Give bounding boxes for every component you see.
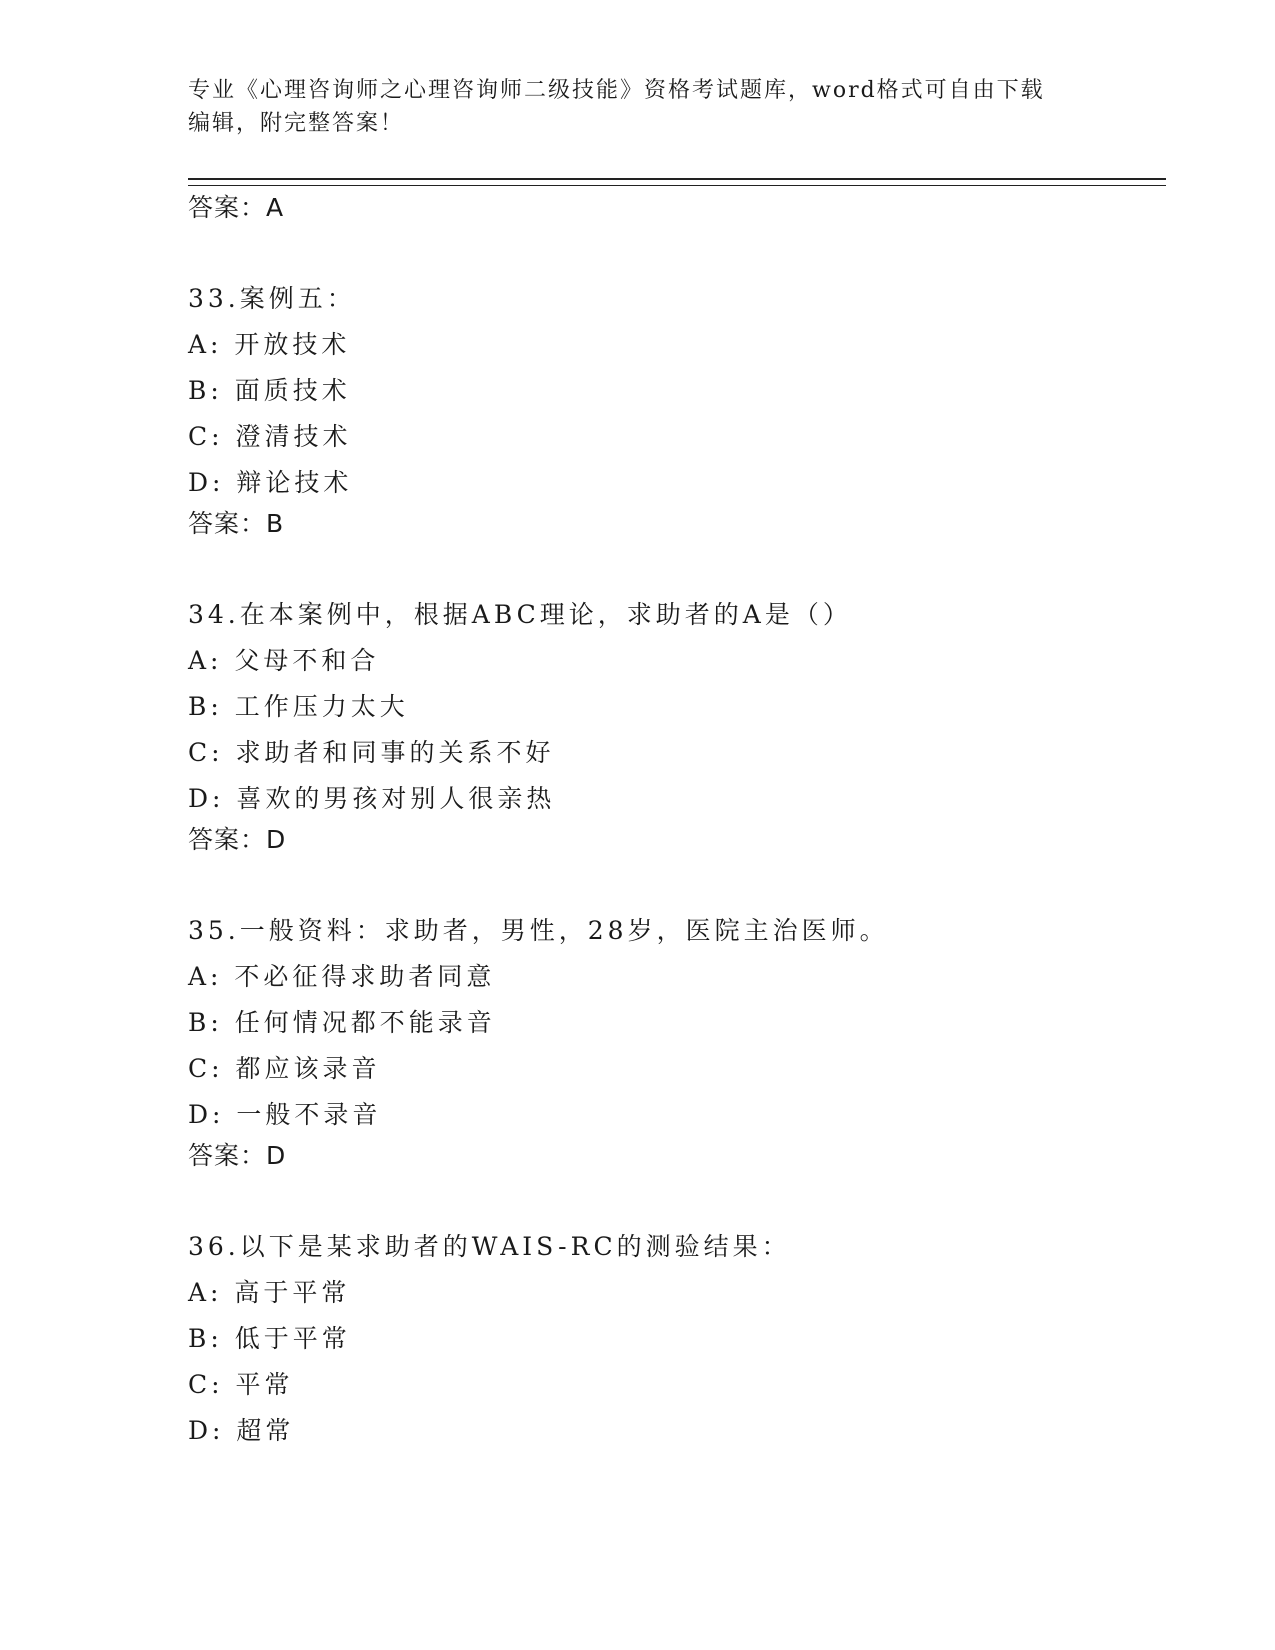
question-stem: 34.在本案例中，根据ABC理论，求助者的A是（） (188, 600, 852, 629)
question-stem: 35.一般资料：求助者，男性，28岁，医院主治医师。 (188, 916, 889, 945)
answer-35: 答案：D (188, 1141, 287, 1170)
option-b: B: 面质技术 (188, 376, 351, 405)
header-divider-thin (188, 185, 1166, 186)
header-line-2: 编辑，附完整答案！ (188, 111, 405, 136)
option-c: C: 澄清技术 (188, 422, 352, 451)
question-36 (188, 1224, 1168, 1454)
option-b: B: 工作压力太大 (188, 692, 409, 721)
question-stem: 33.案例五： (188, 284, 356, 313)
document-header (188, 74, 1088, 140)
option-a: A: 开放技术 (188, 330, 351, 359)
option-a: A: 不必征得求助者同意 (188, 962, 496, 991)
answer-33: 答案：B (188, 509, 285, 538)
option-c: C: 平常 (188, 1370, 294, 1399)
header-line-1: 专业《心理咨询师之心理咨询师二级技能》资格考试题库，word格式可自由下载 (188, 78, 1045, 103)
option-d: D: 喜欢的男孩对别人很亲热 (188, 784, 556, 813)
question-33 (188, 276, 1168, 506)
option-d: D: 超常 (188, 1416, 295, 1445)
question-stem: 36.以下是某求助者的WAIS-RC的测验结果： (188, 1232, 791, 1261)
question-35 (188, 908, 1168, 1138)
option-a: A: 父母不和合 (188, 646, 380, 675)
option-c: C: 求助者和同事的关系不好 (188, 738, 555, 767)
answer-previous: 答案：A (188, 193, 285, 222)
header-divider-thick (188, 178, 1166, 180)
option-b: B: 低于平常 (188, 1324, 351, 1353)
answer-34: 答案：D (188, 825, 287, 854)
question-34 (188, 592, 1168, 822)
option-d: D: 辩论技术 (188, 468, 353, 497)
option-c: C: 都应该录音 (188, 1054, 381, 1083)
option-d: D: 一般不录音 (188, 1100, 382, 1129)
option-b: B: 任何情况都不能录音 (188, 1008, 496, 1037)
option-a: A: 高于平常 (188, 1278, 351, 1307)
